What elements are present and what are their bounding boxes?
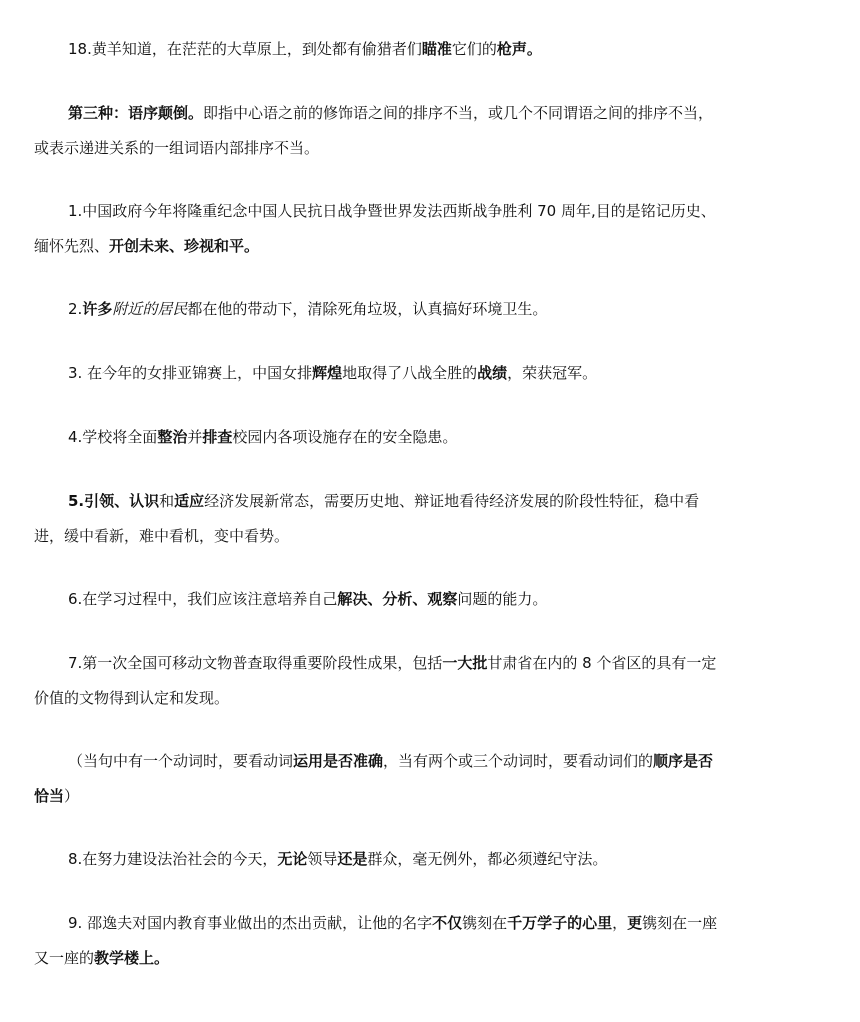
italic-text: 附近的居民 xyxy=(112,300,188,318)
body-text: 镌刻在 xyxy=(462,914,508,932)
body-text: 它们的 xyxy=(451,40,497,58)
body-text: 经济发展新常态，需要历史地、辩证地看待经济发展的阶段性特征，稳中看进，缓中看新，难中看机，变中看势。 xyxy=(34,492,700,545)
paragraph-item-4 xyxy=(34,420,728,455)
emphasis-text: 整治 xyxy=(157,428,188,446)
body-text: 18.黄羊知道，在茫茫的大草原上，到处都有偷猎者们 xyxy=(68,40,422,58)
body-text: ，当有两个或三个动词时，要看动词们的 xyxy=(383,752,654,770)
emphasis-text: 瞄准 xyxy=(421,40,452,58)
paragraph-item-3 xyxy=(34,356,728,391)
paragraph-item-5 xyxy=(34,484,728,554)
body-text: 并 xyxy=(187,428,203,446)
emphasis-text: 5.引领、认识 xyxy=(68,492,160,510)
body-text: 镌刻在一座又一座的 xyxy=(34,914,718,967)
emphasis-text: 顺序是否恰当 xyxy=(34,752,714,805)
emphasis-text: 第三种：语序颠倒。 xyxy=(68,104,204,122)
emphasis-text: 开创未来、珍视和平。 xyxy=(109,237,260,255)
emphasis-text: 运用是否准确 xyxy=(293,752,384,770)
emphasis-text: 解决、分析、观察 xyxy=(337,590,458,608)
body-text: 地取得了八战全胜的 xyxy=(342,364,478,382)
body-text: 8.在努力建设法治社会的今天， xyxy=(68,850,278,868)
body-text: 领导 xyxy=(307,850,338,868)
body-text: 7.第一次全国可移动文物普查取得重要阶段性成果，包括 xyxy=(68,654,443,672)
paragraph-item-8 xyxy=(34,842,728,877)
emphasis-text: 枪声。 xyxy=(496,40,542,58)
emphasis-text: 辉煌 xyxy=(312,364,343,382)
body-text: 2. xyxy=(68,300,83,318)
body-text: ） xyxy=(64,787,80,805)
paragraph-third-type-heading xyxy=(34,96,728,166)
emphasis-text: 一大批 xyxy=(442,654,488,672)
body-text: 问题的能力。 xyxy=(457,590,548,608)
body-text: 都在他的带动下，清除死角垃圾，认真搞好环境卫生。 xyxy=(187,300,548,318)
body-text: ，荣获冠军。 xyxy=(507,364,598,382)
body-text: 和 xyxy=(159,492,175,510)
paragraph-item-9 xyxy=(34,906,728,976)
body-text: 群众，毫无例外，都必须遵纪守法。 xyxy=(367,850,608,868)
emphasis-text: 适应 xyxy=(174,492,205,510)
body-text: 即指中心语之前的修饰语之间的排序不当，或几个不同谓语之间的排序不当，或表示递进关系的一组词语内部排序不当。 xyxy=(34,104,714,157)
emphasis-text: 更 xyxy=(627,914,643,932)
paragraph-item-6 xyxy=(34,582,728,617)
paragraph-item-18 xyxy=(34,32,728,67)
paragraph-note xyxy=(34,744,728,814)
emphasis-text: 无论 xyxy=(277,850,308,868)
emphasis-text: 战绩 xyxy=(477,364,508,382)
emphasis-text: 教学楼上。 xyxy=(94,949,170,967)
body-text: 甘肃省在内的 8 个省区的具有一定价值的文物得到认定和发现。 xyxy=(34,654,717,707)
body-text: 4.学校将全面 xyxy=(68,428,158,446)
emphasis-text: 千万学子的心里 xyxy=(507,914,613,932)
body-text: 3. 在今年的女排亚锦赛上，中国女排 xyxy=(68,364,313,382)
emphasis-text: 还是 xyxy=(337,850,368,868)
emphasis-text: 许多 xyxy=(82,300,113,318)
body-text: 6.在学习过程中，我们应该注意培养自己 xyxy=(68,590,338,608)
body-text: 校园内各项设施存在的安全隐患。 xyxy=(232,428,458,446)
body-text: （当句中有一个动词时，要看动词 xyxy=(68,752,294,770)
emphasis-text: 排查 xyxy=(202,428,233,446)
paragraph-item-2 xyxy=(34,292,728,327)
emphasis-text: 不仅 xyxy=(432,914,463,932)
body-text: ， xyxy=(612,914,628,932)
paragraph-item-1 xyxy=(34,194,728,264)
paragraph-item-7 xyxy=(34,646,728,716)
body-text: 9. 邵逸夫对国内教育事业做出的杰出贡献，让他的名字 xyxy=(68,914,433,932)
body-text: 1.中国政府今年将隆重纪念中国人民抗日战争暨世界发法西斯战争胜利 70 周年,目的是铭记历史、缅怀先烈、 xyxy=(34,202,716,255)
